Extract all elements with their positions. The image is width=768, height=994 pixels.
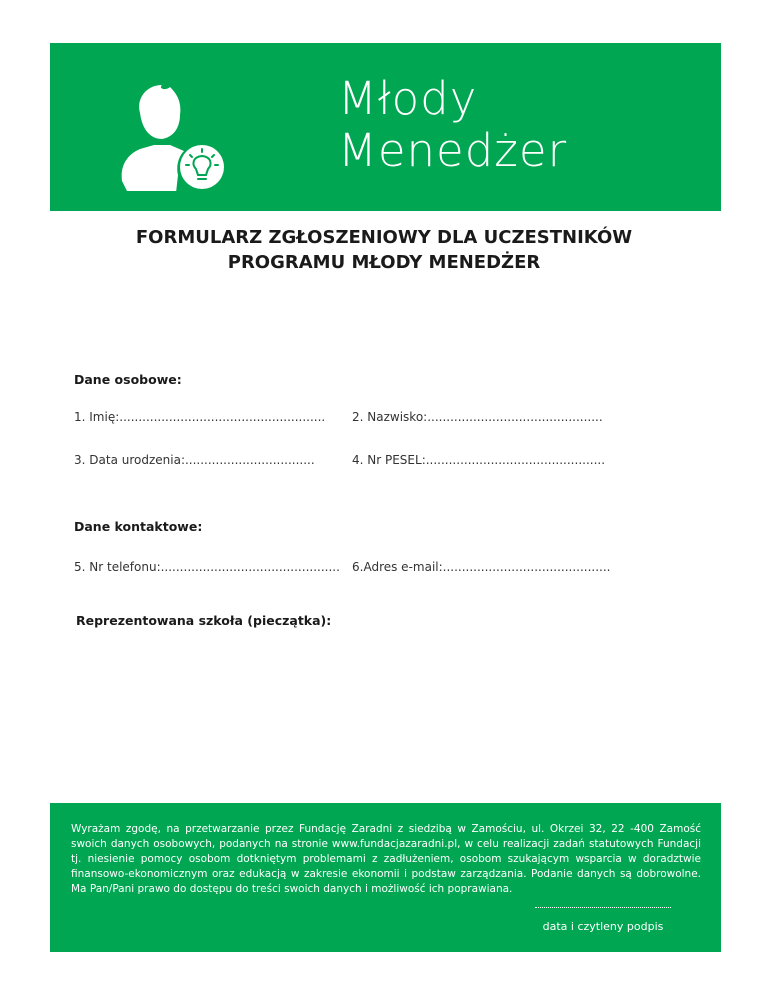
form-title-line-1: FORMULARZ ZGŁOSZENIOWY DLA UCZESTNIKÓW <box>135 227 633 248</box>
brand-title <box>338 73 567 177</box>
signature-line[interactable] <box>535 907 671 908</box>
brand-line-2: Menedżer <box>338 124 568 177</box>
contact-data-heading: Dane kontaktowe: <box>74 519 203 534</box>
form-title <box>0 225 768 275</box>
consent-text: Wyrażam zgodę, na przetwarzanie przez Fundację Zaradni z siedzibą w Zamościu, ul. Okrzei 32, 22 -400 Zamość swoich danych osobowych, podanych na stronie www.fundacjazaradni.pl, w celu realizacji zadań statutowych Fundacji tj. niesienie pomocy osobom dotkniętym problemami z zadłużeniem, osobom szukającym wsparcia w doradztwie finansowo-ekonomicznym oraz edukacją w zakresie ekonomii i podstaw zarządzania. Podanie danych są dobrowolne. Ma Pan/Pani prawo do dostępu do treści swoich danych i możliwość ich poprawiana. <box>71 823 701 895</box>
personal-data-heading: Dane osobowe: <box>74 372 182 387</box>
birth-date-field[interactable]: 3. Data urodzenia:.................................. <box>74 453 315 467</box>
header-banner <box>50 43 721 211</box>
last-name-field[interactable]: 2. Nazwisko:.............................................. <box>352 410 603 424</box>
phone-field[interactable]: 5. Nr telefonu:............................................... <box>74 560 340 574</box>
pesel-field[interactable]: 4. Nr PESEL:............................................... <box>352 453 606 467</box>
boy-with-lightbulb-icon <box>118 71 258 191</box>
consent-box <box>50 803 721 952</box>
first-name-field[interactable]: 1. Imię:...................................................... <box>74 410 326 424</box>
brand-line-1: Młody <box>338 72 478 125</box>
school-heading: Reprezentowana szkoła (pieczątka): <box>76 613 332 628</box>
form-title-line-2: PROGRAMU MŁODY MENEDŻER <box>227 252 541 273</box>
signature-label: data i czytleny podpis <box>542 920 664 933</box>
email-field[interactable]: 6.Adres e-mail:............................................ <box>352 560 611 574</box>
